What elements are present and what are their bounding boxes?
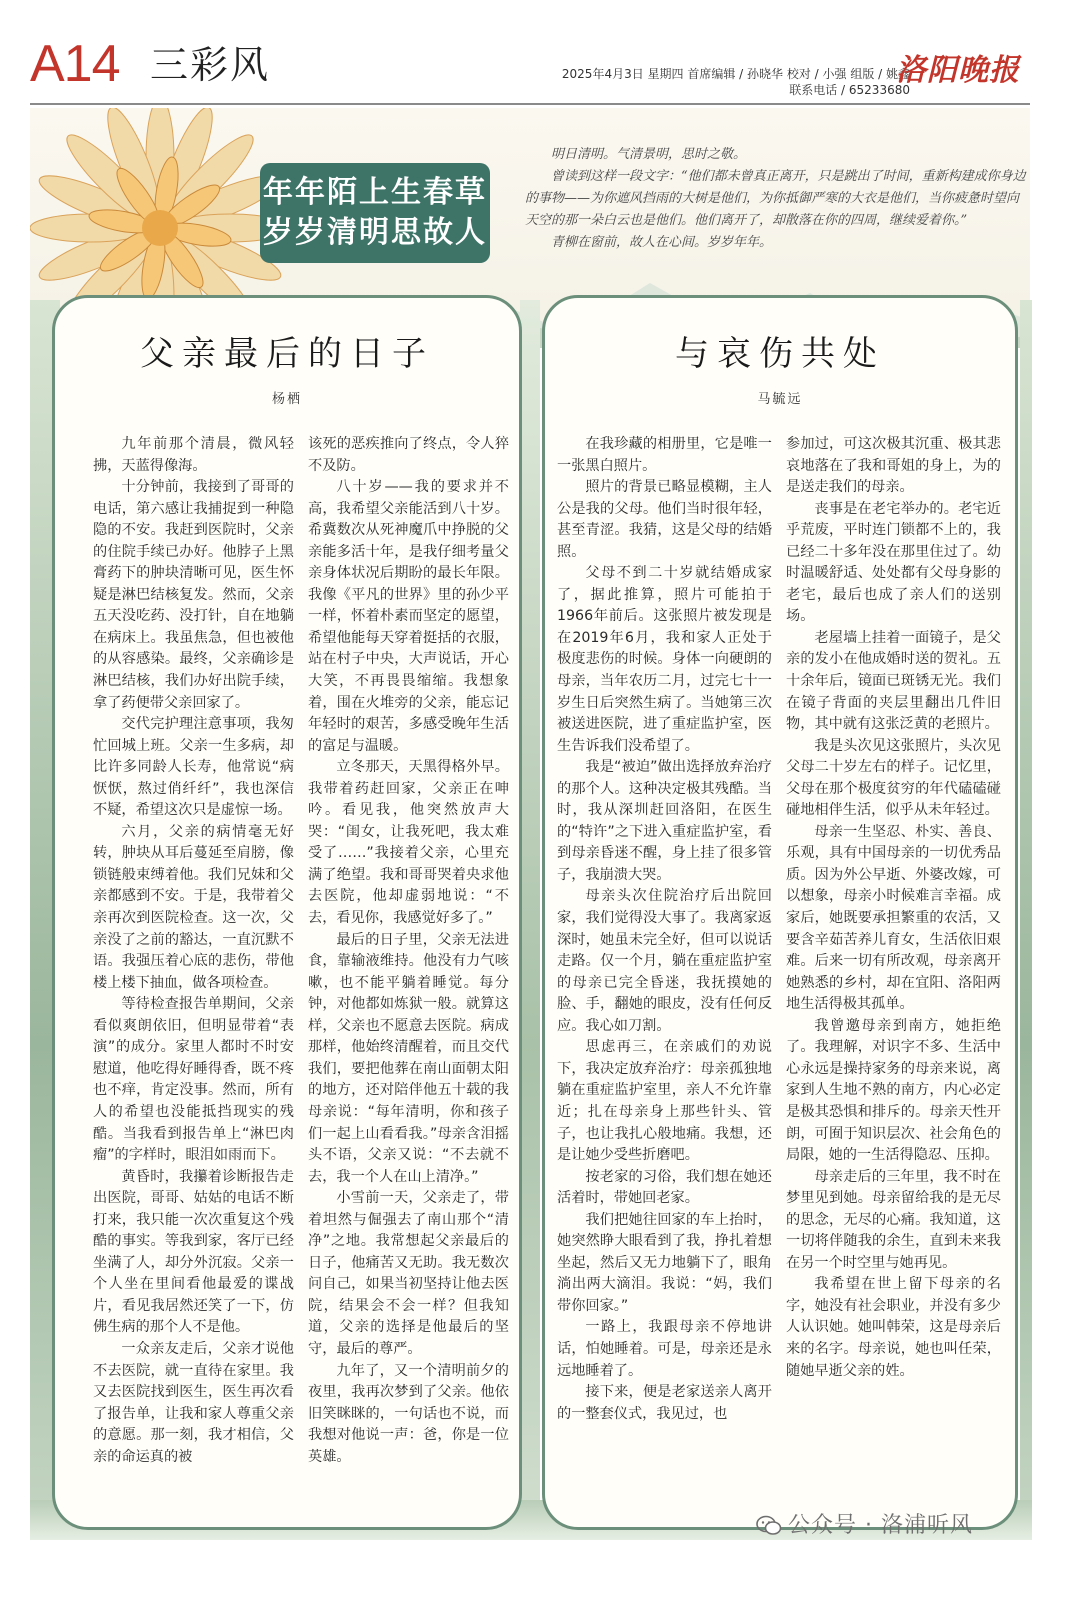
wechat-watermark — [756, 1508, 973, 1539]
article-paragraph: 黄昏时，我攥着诊断报告走出医院，哥哥、姑姑的电话不断打来，我只能一次次重复这个残酷的事实。等我到家，客厅已经坐满了人，却分外沉寂。父亲一个人坐在里间看他最爱的谍战片，看见我居然还笑了一下，仿佛生病的那个人不是他。 — [93, 1168, 294, 1336]
article-paragraph: 六月，父亲的病情毫无好转，肿块从耳后蔓延至肩膀，像锁链般束缚着他。我们兄妹和父亲都感到不安。于是，我带着父亲再次到医院检查。这一次，父亲没了之前的豁达，一直沉默不语。我强压着心底的悲伤，带他楼上楼下抽血，做各项检查。 — [93, 823, 294, 991]
article-paragraph: 老屋墙上挂着一面镜子，是父亲的发小在他成婚时送的贺礼。五十余年后，镜面已斑锈无光。我们在镜子背面的夹层里翻出几件旧物，其中就有这张泛黄的老照片。 — [786, 629, 1001, 733]
edition-phone: 联系电话 / 65233680 — [789, 83, 910, 97]
topic-intro — [525, 144, 1030, 254]
article-paragraph: 照片的背景已略显模糊，主人公是我的父母。他们当时很年轻，甚至青涩。我猜，这是父母的结婚照。 — [557, 479, 772, 560]
page-number: A14 — [30, 35, 120, 93]
article-paragraph: 思虑再三，在亲戚们的劝说下，我决定放弃治疗：母亲孤独地躺在重症监护室里，亲人不允许靠近；扎在母亲身上那些针头、管子，也让我扎心般地痛。我想，还是让她少受些折磨吧。 — [557, 1039, 772, 1164]
article-paragraph: 我是“被迫”做出选择放弃治疗的那个人。这种决定极其残酷。当时，我从深圳赶回洛阳，在医生的“特许”之下进入重症监护室，看到母亲昏迷不醒，身上挂了很多管子，我崩溃大哭。 — [557, 759, 772, 883]
article-column — [93, 434, 294, 1468]
article-paragraph: 我们把她往回家的车上抬时，她突然睁大眼看到了我，挣扎着想坐起，然后又无力地躺下了，眼角淌出两大滴泪。我说：“妈，我们带你回家。” — [557, 1211, 772, 1314]
article-paragraph: 九年了，又一个清明前夕的夜里，我再次梦到了父亲。他依旧笑眯眯的，一句话也不说，而我想对他说一声：爸，你是一位英雄。 — [308, 1362, 509, 1465]
intro-paragraph: 曾读到这样一段文字：“他们都未曾真正离开，只是跳出了时间，重新构建成你身边的事物——为你遮风挡雨的大树是他们，为你抵御严寒的大衣是他们，当你疲惫时望向天空的那一朵白云也是他们。他们离开了，却散落在你的四周，继续爱着你。” — [525, 169, 1026, 228]
article-paragraph: 父母不到二十岁就结婚成家了，据此推算，照片可能拍于1966年前后。这张照片被发现是在2019年6月，我和家人正处于极度悲伤的时候。身体一向硬朗的母亲，当年农历二月，过完七十一岁生日后突然生病了。当她第三次被送进医院，进了重症监护室，医生告诉我们没希望了。 — [557, 565, 772, 754]
article-paragraph: 母亲头次住院治疗后出院回家，我们觉得没大事了。我离家返深时，她虽未完全好，但可以说话走路。仅一个月，躺在重症监护室的母亲已完全昏迷，我抚摸她的脸、手，翻她的眼皮，没有任何反应。我心如刀割。 — [557, 888, 772, 1034]
tree-background-right — [1020, 300, 1032, 1540]
article-paragraph: 我希望在世上留下母亲的名字，她没有社会职业，并没有多少人认识她。她叫韩荣，这是母亲后来的名字。母亲说，她也叫任荣，随她早逝父亲的姓。 — [786, 1276, 1001, 1379]
article-title: 与哀伤共处 — [675, 334, 885, 374]
section-name: 三彩风 — [150, 43, 271, 87]
article-column — [557, 434, 772, 1425]
article-paragraph: 一众亲友走后，父亲才说他不去医院，就一直待在家里。我又去医院找到医生，医生再次看了报告单，让我和家人尊重父亲的意愿。那一刻，我才相信，父亲的命运真的被 — [93, 1340, 294, 1465]
article-paragraph: 母亲一生坚忍、朴实、善良、乐观，具有中国母亲的一切优秀品质。因为外公早逝、外婆改嫁，可以想象，母亲小时候难言幸福。成家后，她既要承担繁重的农活，又要含辛茹苦养儿育女，生活依旧艰难。后来一切有所改观，母亲离开她熟悉的乡村，却在宜阳、洛阳两地生活得极其孤单。 — [786, 823, 1001, 1013]
intro-paragraph: 明日清明。气清景明，思时之敬。 — [551, 147, 747, 162]
article-paragraph: 参加过，可这次极其沉重、极其悲哀地落在了我和哥姐的身上，为的是送走我们的母亲。 — [786, 436, 1001, 496]
edition-info — [490, 66, 910, 98]
newspaper-logo: 洛阳晚报 — [896, 53, 1020, 88]
article-title: 父亲最后的日子 — [140, 334, 434, 374]
article-paragraph: 丧事是在老宅举办的。老宅近乎荒废，平时连门锁都不上的，我已经二十多年没在那里住过了。幼时温暖舒适、处处都有父母身影的老宅，最后也成了亲人们的送别场。 — [786, 500, 1001, 625]
article-paragraph: 接下来，便是老家送亲人离开的一整套仪式，我见过，也 — [557, 1384, 772, 1422]
topic-title-line1: 年年陌上生春草 — [263, 175, 487, 210]
tree-background-middle — [520, 300, 540, 1540]
article-paragraph: 该死的恶疾推向了终点，令人猝不及防。 — [308, 436, 509, 474]
article-column — [786, 434, 1001, 1425]
article-paragraph: 我是头次见这张照片，头次见父母二十岁左右的样子。记忆里，父母在那个极度贫穷的年代磕磕碰碰地相伴生活，似乎从未年轻过。 — [786, 737, 1001, 819]
intro-paragraph: 青柳在窗前，故人在心间。岁岁年年。 — [551, 235, 773, 250]
article-paragraph: 九年前那个清晨，微风轻拂，天蓝得像海。 — [93, 436, 294, 474]
article-paragraph: 交代完护理注意事项，我匆忙回城上班。父亲一生多病，却比许多同龄人长寿，他常说“病恹恹，熬过俏纤纤”，我也深信不疑，希望这次只是虚惊一场。 — [93, 716, 294, 819]
article-paragraph: 等待检查报告单期间，父亲看似爽朗依旧，但明显带着“表演”的成分。家里人都时不时安慰道，他吃得好睡得香，既不疼也不痒，肯定没事。然而，所有人的希望也没能抵挡现实的残酷。当我看到报告单上“淋巴肉瘤”的字样时，眼泪如雨而下。 — [93, 996, 294, 1164]
article-paragraph: 立冬那天，天黑得格外早。我带着药赶回家，父亲正在呻吟。看见我，他突然放声大哭：“闺女，让我死吧，我太难受了……”我接着父亲，心里充满了绝望。我和哥哥哭着央求他去医院，他却虚弱地说：“不去，看见你，我感觉好多了。” — [308, 759, 509, 927]
edition-date-editors: 2025年4月3日 星期四 首席编辑 / 孙晓华 校对 / 小强 组版 / 姚鑫 — [561, 67, 910, 81]
article-body — [93, 434, 509, 1468]
article-paragraph: 小雪前一天，父亲走了，带着坦然与倔强去了南山那个“清净”之地。我常想起父亲最后的日子，他痛苦又无助。我无数次问自己，如果当初坚持让他去医院，结果会不会一样？但我知道，父亲的选择是他最后的坚守，最后的尊严。 — [308, 1190, 509, 1357]
article-body — [557, 434, 1001, 1425]
article-paragraph: 母亲走后的三年里，我不时在梦里见到她。母亲留给我的是无尽的思念，无尽的心痛。我知道，这一切将伴随我的余生，直到未来我在另一个时空里与她再见。 — [786, 1168, 1001, 1271]
article-paragraph: 十分钟前，我接到了哥哥的电话，第六感让我捕捉到一种隐隐的不安。我赶到医院时，父亲的住院手续已办好。他脖子上黑膏药下的肿块清晰可见，医生怀疑是淋巴结核复发。然而，父亲五天没吃药、没打针，自在地躺在病床上。我虽焦急，但也被他的从容感染。最终，父亲确诊是淋巴结核，我们办好出院手续，拿了药便带父亲回家了。 — [93, 479, 294, 711]
header-divider — [30, 103, 1030, 105]
article-column — [308, 434, 509, 1468]
article-left — [52, 295, 522, 1530]
wechat-icon — [756, 1515, 782, 1537]
article-paragraph: 我曾邀母亲到南方，她拒绝了。我理解，对识字不多、生活中心永远是操持家务的母亲来说，离家到人生地不熟的南方，内心必定是极其恐惧和排斥的。母亲天性开朗，可囿于知识层次、社会角色的局限，她的一生活得隐忍、压抑。 — [786, 1017, 1001, 1164]
article-author: 杨栖 — [271, 392, 302, 407]
article-right — [542, 295, 1018, 1530]
article-paragraph: 最后的日子里，父亲无法进食，靠输液维持。他没有力气咳嗽，也不能平躺着睡觉。每分钟，对他都如炼狱一般。就算这样，父亲也不愿意去医院。病成那样，他始终清醒着，而且交代我们，要把他葬在南山面朝太阳的地方，还对陪伴他五十载的我母亲说：“每年清明，你和孩子们一起上山看看我。”母亲含泪摇头不语，父亲又说：“不去就不去，我一个人在山上清净。” — [308, 931, 509, 1185]
article-paragraph: 一路上，我跟母亲不停地讲话，怕她睡着。可是，母亲还是永远地睡着了。 — [557, 1319, 772, 1379]
article-paragraph: 按老家的习俗，我们想在她还活着时，带她回老家。 — [557, 1168, 772, 1207]
article-paragraph: 在我珍藏的相册里，它是唯一一张黑白照片。 — [557, 436, 772, 474]
article-author: 马毓远 — [757, 392, 803, 407]
topic-title — [260, 163, 490, 263]
watermark-text: 公众号 · 洛浦听风 — [788, 1513, 973, 1538]
page-header — [30, 0, 1050, 104]
article-paragraph: 八十岁——我的要求并不高，我希望父亲能活到八十岁。希冀数次从死神魔爪中挣脱的父亲能多活十年，是我仔细考量父亲身体状况后期盼的最长年限。我像《平凡的世界》里的孙少平一样，怀着朴素而坚定的愿望，希望他能每天穿着挺括的衣服，站在村子中央，大声说话，开心大笑，不再畏畏缩缩。我想象着，围在火堆旁的父亲，能忘记年轻时的艰苦，多感受晚年生活的富足与温暖。 — [308, 479, 509, 754]
topic-title-line2: 岁岁清明思故人 — [263, 215, 487, 250]
